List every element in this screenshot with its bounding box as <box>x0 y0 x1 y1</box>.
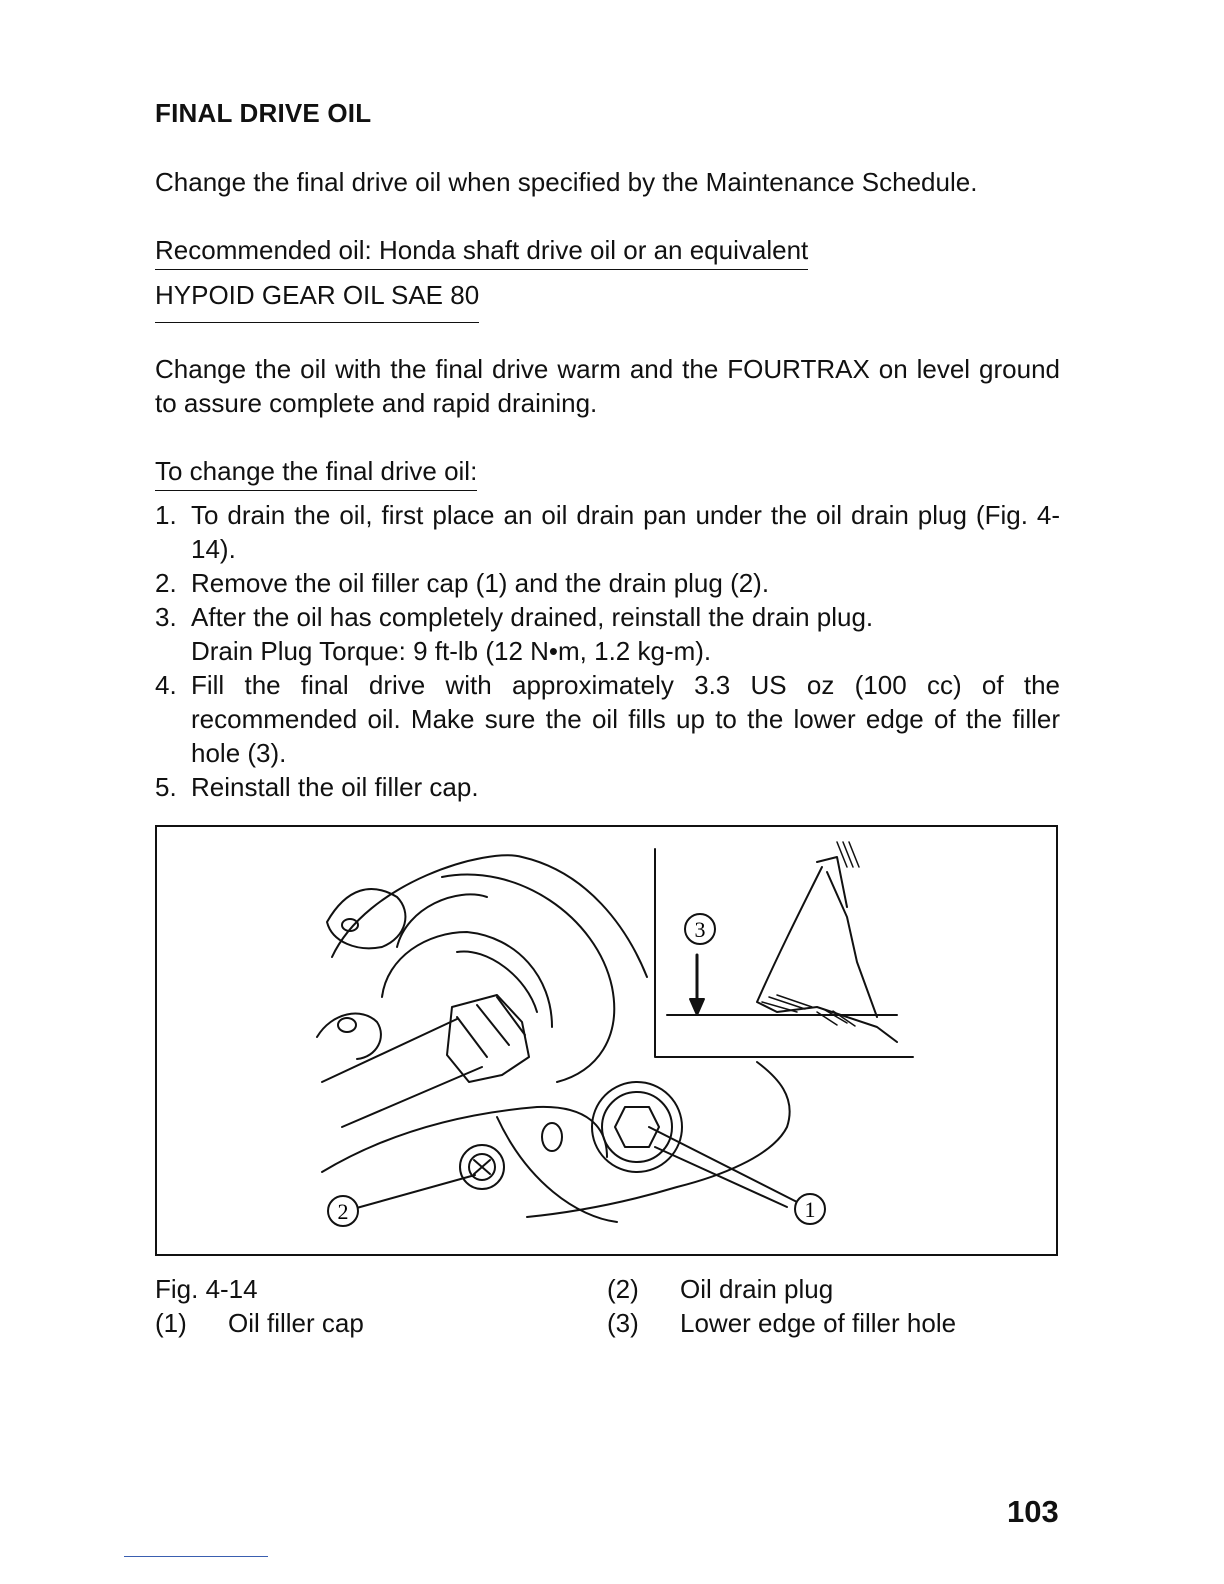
figure-4-14 <box>155 825 1058 1256</box>
step-number: 5. <box>155 772 177 802</box>
step-number: 1. <box>155 500 177 530</box>
step-number: 2. <box>155 568 177 598</box>
drain-plug-torque: Drain Plug Torque: 9 ft-lb (12 N•m, 1.2 kg-m). <box>191 636 712 666</box>
step-text: Fill the final drive with approximately 3.3 US oz (100 cc) of the recommended oil. Make sure the oil fills up to the lower edge of the filler hole (3). <box>191 670 1060 768</box>
step-number: 4. <box>155 670 177 700</box>
step-text: After the oil has completely drained, reinstall the drain plug. <box>191 602 874 632</box>
bearing-ring <box>382 932 552 1027</box>
footer-rule <box>124 1556 268 1557</box>
oil-spec <box>155 278 1060 323</box>
filler-cap-hex <box>615 1107 659 1147</box>
final-drive-illustration <box>157 827 1056 1254</box>
legend-item-1-num: (1) <box>155 1308 187 1338</box>
step-text: To drain the oil, first place an oil drain pan under the oil drain plug (Fig. 4-14). <box>191 500 1060 564</box>
step-number: 3. <box>155 602 177 632</box>
oil-filler-cap <box>602 1092 672 1162</box>
procedure-title <box>155 454 1060 491</box>
mounting-ear <box>327 889 405 948</box>
step-text: Reinstall the oil filler cap. <box>191 772 479 802</box>
callout-3: 3 <box>694 917 706 942</box>
hatch-lines <box>762 995 812 1012</box>
lower-mounting-hole <box>338 1018 356 1032</box>
nut-facets <box>457 997 525 1057</box>
filler-hole-inner <box>827 872 877 1017</box>
oil-spec-text: HYPOID GEAR OIL SAE 80 <box>155 278 479 323</box>
legend-item-3-label: Lower edge of filler hole <box>680 1308 957 1338</box>
leader-line-1 <box>649 1127 797 1202</box>
step-text: Remove the oil filler cap (1) and the drain plug (2). <box>191 568 770 598</box>
step-3 <box>155 600 1060 668</box>
bolt-boss <box>542 1123 562 1151</box>
callout-2: 2 <box>337 1199 349 1224</box>
callout-1: 1 <box>804 1197 816 1222</box>
legend-item-2-num: (2) <box>607 1274 639 1304</box>
warm-note: Change the oil with the final drive warm and the FOURTRAX on level ground to assure complete and rapid draining. <box>155 354 1060 418</box>
figure-caption: Fig. 4-14 <box>155 1274 258 1304</box>
step-1 <box>155 498 1060 566</box>
shaft-top <box>322 1019 457 1082</box>
shaft-nut <box>447 995 529 1082</box>
legend-item-1-label: Oil filler cap <box>228 1308 364 1338</box>
step-5 <box>155 770 1060 804</box>
procedure-steps <box>155 498 1060 804</box>
oil-filler-cap-ring <box>592 1082 682 1172</box>
procedure-title-text: To change the final drive oil: <box>155 454 477 491</box>
section-title: FINAL DRIVE OIL <box>155 98 372 128</box>
arrow-head <box>690 999 704 1015</box>
housing-bottom <box>527 1062 790 1217</box>
step-2 <box>155 566 1060 600</box>
drain-plug-hex <box>474 1160 490 1174</box>
leader-line-2 <box>353 1175 475 1209</box>
recommended-oil-text: Recommended oil: Honda shaft drive oil or an equivalent <box>155 233 808 270</box>
lower-mounting-ear <box>317 1014 381 1059</box>
legend-item-2-label: Oil drain plug <box>680 1274 834 1304</box>
intro-paragraph: Change the final drive oil when specified by the Maintenance Schedule. <box>155 167 978 197</box>
page-number: 103 <box>1007 1494 1059 1529</box>
housing-edge <box>397 894 487 947</box>
hatch-lines-3 <box>837 842 859 867</box>
leader-line-1b <box>655 1147 787 1207</box>
recommended-oil <box>155 233 1060 270</box>
step-4 <box>155 668 1060 770</box>
legend-item-3-num: (3) <box>607 1308 639 1338</box>
